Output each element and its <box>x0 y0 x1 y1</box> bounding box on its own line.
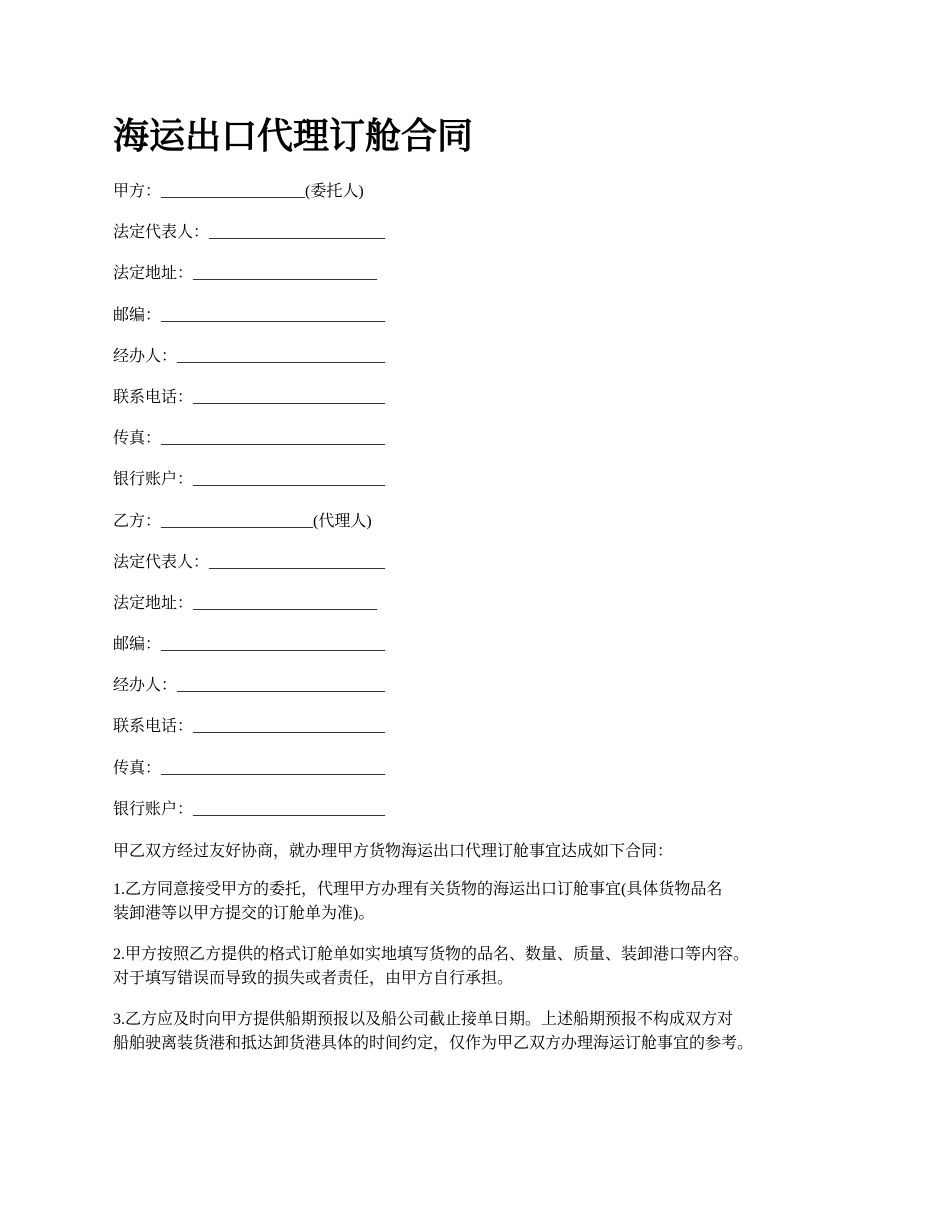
field-party-a-legal-rep <box>113 219 385 260</box>
field-label: 乙方： <box>113 512 162 530</box>
field-blank: ________________________ <box>193 718 386 736</box>
field-party-a-bank-account <box>113 466 385 507</box>
field-party-b-handler <box>113 672 385 713</box>
field-party-a-postcode <box>113 302 385 343</box>
field-blank: _______________________ <box>193 594 378 612</box>
contract-body <box>113 840 853 1073</box>
field-blank: ___________________ <box>161 512 314 530</box>
document-title: 海运出口代理订舱合同 <box>113 116 474 156</box>
clause-1: 1.乙方同意接受甲方的委托，代理甲方办理有关货物的海运出口订舱事宜(具体货物品名 装卸港等以甲方提交的订舱单为准)。 <box>113 881 723 922</box>
field-blank: ________________________ <box>193 388 386 406</box>
field-blank: ________________________ <box>193 471 386 489</box>
field-blank: __________________________ <box>177 677 386 695</box>
field-label: 邮编： <box>113 636 162 654</box>
field-party-a-handler <box>113 343 385 384</box>
field-label: 联系电话： <box>113 388 194 406</box>
field-label: 联系电话： <box>113 718 194 736</box>
field-label: 法定代表人： <box>113 224 210 242</box>
field-blank: ____________________________ <box>161 306 386 324</box>
field-blank: _______________________ <box>193 265 378 283</box>
field-label: 法定代表人： <box>113 553 210 571</box>
field-suffix: (代理人) <box>313 512 372 530</box>
field-party-b-address <box>113 590 385 631</box>
field-label: 甲方： <box>113 183 162 200</box>
field-label: 银行账户： <box>113 800 194 818</box>
field-label: 传真： <box>113 759 162 777</box>
field-party-a-phone <box>113 384 385 425</box>
field-blank: ____________________________ <box>161 759 386 777</box>
field-blank: __________________________ <box>177 347 386 365</box>
field-label: 邮编： <box>113 306 162 324</box>
clause-3: 3.乙方应及时向甲方提供船期预报以及船公司截止接单日期。上述船期预报不构成双方对 船舶驶离装货港和抵达卸货港具体的时间约定，仅作为甲乙双方办理海运订舱事宜的参考。 <box>113 1011 754 1052</box>
field-blank: ______________________ <box>209 224 386 242</box>
field-party-a <box>113 178 385 219</box>
field-label: 经办人： <box>113 677 178 695</box>
field-party-b-fax <box>113 755 385 796</box>
field-party-b-postcode <box>113 631 385 672</box>
field-party-b <box>113 508 385 549</box>
field-label: 法定地址： <box>113 265 194 283</box>
field-label: 传真： <box>113 430 162 448</box>
field-blank: ________________________ <box>193 800 386 818</box>
field-party-b-phone <box>113 713 385 754</box>
field-party-a-fax <box>113 425 385 466</box>
field-label: 经办人： <box>113 347 178 365</box>
field-party-a-address <box>113 260 385 301</box>
intro-paragraph: 甲乙双方经过友好协商，就办理甲方货物海运出口代理订舱事宜达成如下合同： <box>113 843 674 860</box>
clause-2: 2.甲方按照乙方提供的格式订舱单如实地填写货物的品名、数量、质量、装卸港口等内容。 对于填写错误而导致的损失或者责任，由甲方自行承担。 <box>113 946 750 987</box>
field-blank: ____________________________ <box>161 636 386 654</box>
field-blank: ______________________ <box>209 553 386 571</box>
field-party-b-legal-rep <box>113 549 385 590</box>
party-fields <box>113 178 385 837</box>
field-blank: __________________ <box>161 183 306 200</box>
field-party-b-bank-account <box>113 796 385 837</box>
field-suffix: (委托人) <box>305 183 364 200</box>
field-label: 法定地址： <box>113 594 194 612</box>
field-label: 银行账户： <box>113 471 194 489</box>
field-blank: ____________________________ <box>161 430 386 448</box>
